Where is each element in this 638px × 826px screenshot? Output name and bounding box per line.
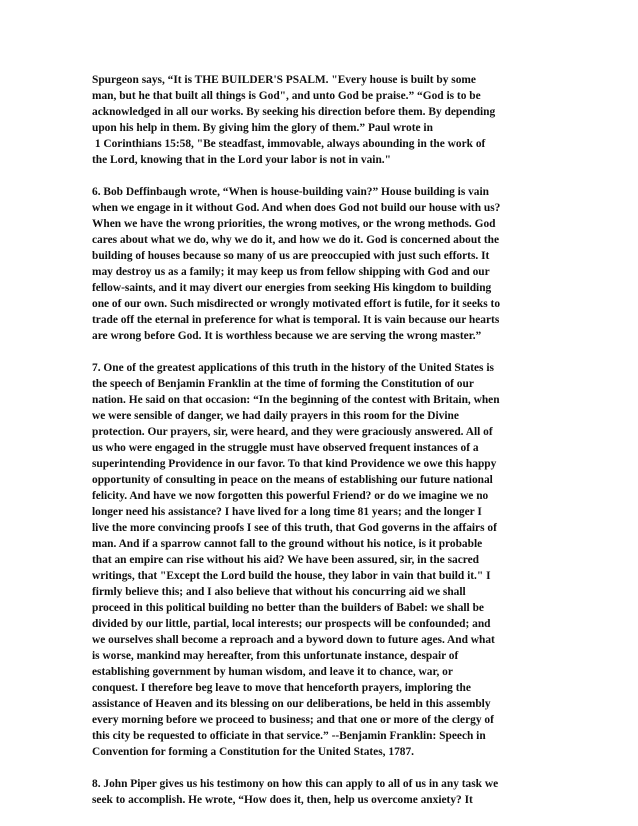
- text-line: fellow-saints, and it may divert our energies from seeking His kingdom to building: [92, 282, 492, 294]
- text-line: opportunity of consulting in peace on the means of establishing our future national: [92, 474, 493, 486]
- text-line: seek to accomplish. He wrote, “How does it, then, help us overcome anxiety? It: [92, 794, 473, 806]
- text-line: man. And if a sparrow cannot fall to the ground without his notice, is it probable: [92, 538, 483, 550]
- text-line: 8. John Piper gives us his testimony on how this can apply to all of us in any task we: [92, 778, 499, 790]
- text-line: trade off the eternal in preference for what is temporal. It is vain because our hearts: [92, 314, 500, 326]
- text-line: is worse, mankind may hereafter, from this unfortunate instance, despair of: [92, 650, 459, 662]
- text-line: every morning before we proceed to business; and that one or more of the clergy of: [92, 714, 494, 726]
- text-line: longer need his assistance? I have lived for a long time 81 years; and the longer I: [92, 506, 482, 518]
- text-line: one of our own. Such misdirected or wrongly motivated effort is futile, for it seeks to: [92, 298, 501, 310]
- text-line: conquest. I therefore beg leave to move that henceforth prayers, imploring the: [92, 682, 471, 694]
- text-line: may destroy us as a family; it may keep us from fellow shipping with God and our: [92, 266, 490, 278]
- paragraph: [92, 72, 552, 168]
- text-line: divided by our little, partial, local interests; our prospects will be confounded; and: [92, 618, 491, 630]
- text-line: protection. Our prayers, sir, were heard, and they were graciously answered. All of: [92, 426, 493, 438]
- text-line: 6. Bob Deffinbaugh wrote, “When is house-building vain?” House building is vain: [92, 186, 489, 198]
- text-line: writings, that "Except the Lord build the house, they labor in vain that build it." I: [92, 570, 491, 582]
- text-line: 7. One of the greatest applications of this truth in the history of the United States is: [92, 362, 494, 374]
- text-line: assistance of Heaven and its blessing on our deliberations, be held in this assembly: [92, 698, 491, 710]
- text-line: When we have the wrong priorities, the wrong motives, or the wrong methods. God: [92, 218, 496, 230]
- text-line: establishing government by human wisdom, and leave it to chance, war, or: [92, 666, 453, 678]
- text-line: live the more convincing proofs I see of this truth, that God governs in the affairs of: [92, 522, 497, 534]
- text-line: nation. He said on that occasion: “In the beginning of the contest with Britain, when: [92, 394, 500, 406]
- text-line: when we engage in it without God. And when does God not build our house with us?: [92, 202, 501, 214]
- text-line: this city be requested to officiate in that service.” --Benjamin Franklin: Speech in: [92, 730, 486, 742]
- paragraph: [92, 360, 552, 760]
- text-line: we ourselves shall become a reproach and a byword down to future ages. And what: [92, 634, 495, 646]
- text-line: cares about what we do, why we do it, and how we do it. God is concerned about the: [92, 234, 500, 246]
- paragraph: [92, 776, 552, 808]
- text-line: the speech of Benjamin Franklin at the time of forming the Constitution of our: [92, 378, 474, 390]
- text-line: Spurgeon says, “It is THE BUILDER'S PSALM. "Every house is built by some: [92, 74, 476, 86]
- text-line: are wrong before God. It is worthless because we are serving the wrong master.”: [92, 330, 482, 342]
- text-line: the Lord, knowing that in the Lord your labor is not in vain.": [92, 154, 391, 166]
- text-line: superintending Providence in our favor. To that kind Providence we owe this happy: [92, 458, 497, 470]
- text-line: upon his help in them. By giving him the glory of them.” Paul wrote in: [92, 122, 433, 134]
- document-body: [92, 72, 552, 824]
- text-line: firmly believe this; and I also believe that without his concurring aid we shall: [92, 586, 466, 598]
- paragraph: [92, 184, 552, 344]
- text-line: acknowledged in all our works. By seeking his direction before them. By depending: [92, 106, 496, 118]
- text-line: that an empire can rise without his aid? We have been assured, sir, in the sacred: [92, 554, 479, 566]
- text-line: us who were engaged in the struggle must have observed frequent instances of a: [92, 442, 479, 454]
- text-line: we were sensible of danger, we had daily prayers in this room for the Divine: [92, 410, 459, 422]
- text-line: felicity. And have we now forgotten this powerful Friend? or do we imagine we no: [92, 490, 489, 502]
- text-line: Convention for forming a Constitution for the United States, 1787.: [92, 746, 414, 758]
- text-line: proceed in this political building no better than the builders of Babel: we shall be: [92, 602, 484, 614]
- text-line: building of houses because so many of us are preoccupied with just such efforts. It: [92, 250, 490, 262]
- text-line: 1 Corinthians 15:58, "Be steadfast, immovable, always abounding in the work of: [92, 138, 486, 150]
- text-line: man, but he that built all things is God", and unto God be praise.” “God is to be: [92, 90, 481, 102]
